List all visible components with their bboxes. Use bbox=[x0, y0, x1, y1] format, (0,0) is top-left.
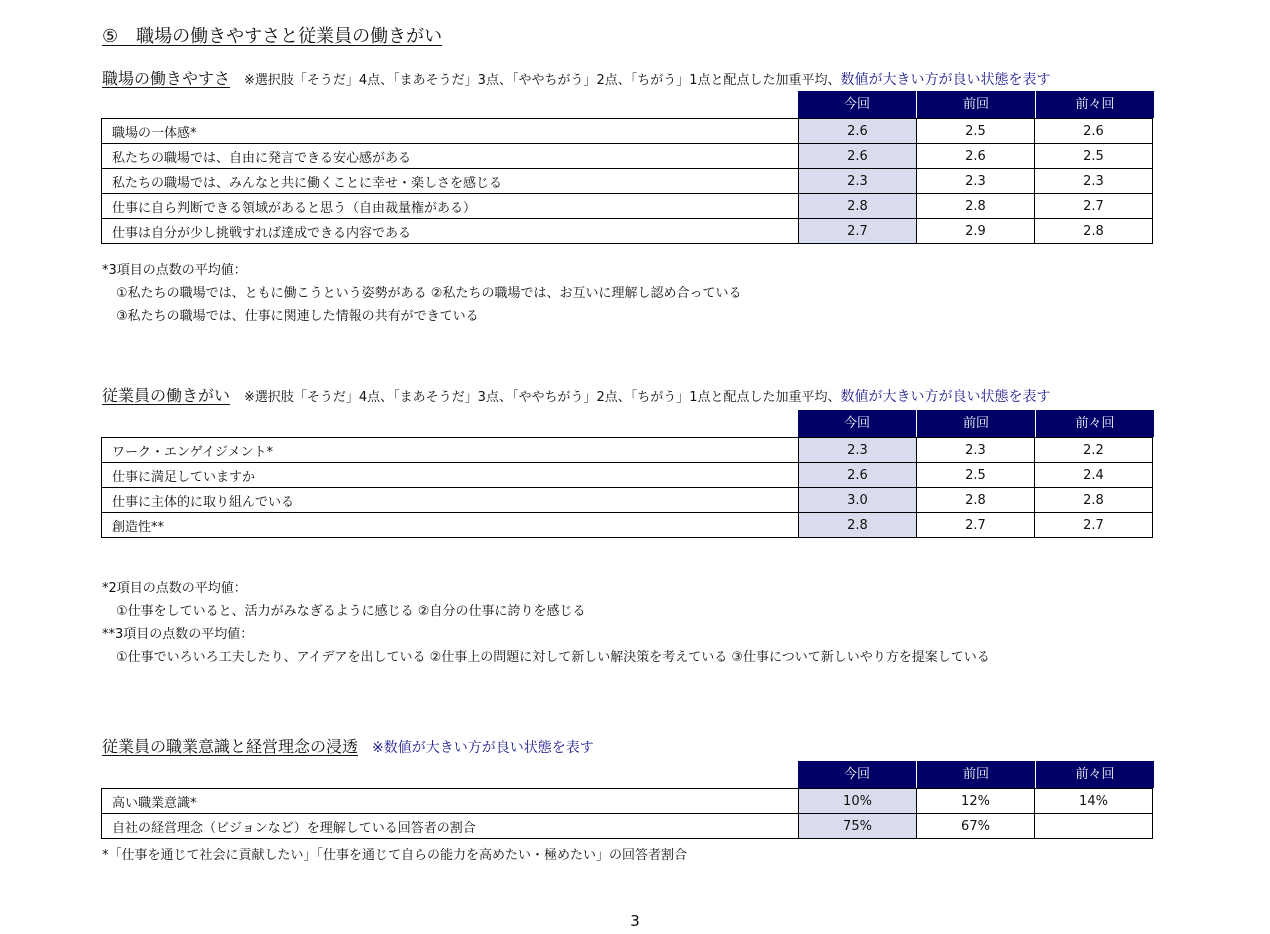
value-current: 10% bbox=[799, 789, 917, 814]
value-previous: 67% bbox=[917, 814, 1035, 839]
table-header bbox=[798, 761, 1154, 788]
footnote: *「仕事を通じて社会に貢献したい」「仕事を通じて自らの能力を高めたい・極めたい」の回答者割合 bbox=[102, 848, 688, 863]
row-label: 仕事は自分が少し挑戦すれば達成できる内容である bbox=[102, 219, 799, 244]
value-current: 2.8 bbox=[799, 194, 917, 219]
row-label: 仕事に満足していますか bbox=[102, 463, 799, 488]
value-before-previous: 2.7 bbox=[1035, 513, 1153, 538]
value-before-previous: 2.2 bbox=[1035, 438, 1153, 463]
table-row bbox=[102, 488, 1153, 513]
value-current: 2.6 bbox=[799, 119, 917, 144]
table-row bbox=[102, 789, 1153, 814]
value-previous: 2.6 bbox=[917, 144, 1035, 169]
workplace-comfort-table bbox=[101, 118, 1153, 244]
value-previous: 2.7 bbox=[917, 513, 1035, 538]
value-before-previous: 2.5 bbox=[1035, 144, 1153, 169]
value-current: 2.6 bbox=[799, 463, 917, 488]
col-header-before-previous: 前々回 bbox=[1035, 91, 1154, 118]
footnote: **3項目の点数の平均値： bbox=[102, 627, 254, 642]
employee-engagement-table bbox=[101, 437, 1153, 538]
table-row bbox=[102, 169, 1153, 194]
value-previous: 2.3 bbox=[917, 169, 1035, 194]
footnote: *3項目の点数の平均値： bbox=[102, 263, 247, 278]
section-heading-employee-engagement bbox=[102, 383, 1051, 406]
scoring-note-highlight: 数値が大きい方が良い状態を表す bbox=[840, 72, 1051, 88]
value-before-previous: 2.7 bbox=[1035, 194, 1153, 219]
col-header-before-previous: 前々回 bbox=[1035, 761, 1154, 788]
value-previous: 12% bbox=[917, 789, 1035, 814]
value-current: 2.7 bbox=[799, 219, 917, 244]
col-header-previous: 前回 bbox=[916, 91, 1035, 118]
table-row bbox=[102, 814, 1153, 839]
value-before-previous: 2.8 bbox=[1035, 219, 1153, 244]
section-title: 従業員の働きがい bbox=[102, 386, 231, 405]
value-previous: 2.8 bbox=[917, 488, 1035, 513]
row-label: 自社の経営理念（ビジョンなど）を理解している回答者の割合 bbox=[102, 814, 799, 839]
table-row bbox=[102, 463, 1153, 488]
value-current: 2.8 bbox=[799, 513, 917, 538]
scoring-note-highlight: ※数値が大きい方が良い状態を表す bbox=[372, 740, 594, 756]
value-previous: 2.9 bbox=[917, 219, 1035, 244]
value-current: 2.3 bbox=[799, 169, 917, 194]
col-header-previous: 前回 bbox=[916, 410, 1035, 437]
value-before-previous bbox=[1035, 814, 1153, 839]
table-row bbox=[102, 144, 1153, 169]
footnote: ①仕事でいろいろ工夫したり、アイデアを出している ②仕事上の問題に対して新しい解決策を考えている ③仕事について新しいやり方を提案している bbox=[116, 650, 990, 665]
section-heading-professional-awareness bbox=[102, 734, 594, 757]
professional-awareness-table bbox=[101, 788, 1153, 839]
footnote: *2項目の点数の平均値： bbox=[102, 581, 247, 596]
col-header-current: 今回 bbox=[843, 416, 870, 431]
row-label: 仕事に自ら判断できる領域があると思う（自由裁量権がある） bbox=[102, 194, 799, 219]
row-label: 職場の一体感* bbox=[102, 119, 799, 144]
section-title: 職場の働きやすさ bbox=[102, 69, 231, 88]
page-number: 3 bbox=[630, 912, 640, 930]
value-current: 75% bbox=[799, 814, 917, 839]
value-current: 2.6 bbox=[799, 144, 917, 169]
row-label: 創造性** bbox=[102, 513, 799, 538]
value-before-previous: 2.8 bbox=[1035, 488, 1153, 513]
table-row bbox=[102, 438, 1153, 463]
row-label: 高い職業意識* bbox=[102, 789, 799, 814]
row-label: ワーク・エンゲイジメント* bbox=[102, 438, 799, 463]
value-previous: 2.3 bbox=[917, 438, 1035, 463]
row-label: 私たちの職場では、自由に発言できる安心感がある bbox=[102, 144, 799, 169]
col-header-current: 今回 bbox=[843, 97, 870, 112]
value-before-previous: 2.4 bbox=[1035, 463, 1153, 488]
value-previous: 2.5 bbox=[917, 119, 1035, 144]
table-header bbox=[798, 410, 1154, 437]
value-before-previous: 14% bbox=[1035, 789, 1153, 814]
row-label: 私たちの職場では、みんなと共に働くことに幸せ・楽しさを感じる bbox=[102, 169, 799, 194]
scoring-note: ※選択肢「そうだ」4点、「まあそうだ」3点、「ややちがう」2点、「ちがう」1点と配点した加重平均、 bbox=[244, 390, 841, 405]
col-header-before-previous: 前々回 bbox=[1035, 410, 1154, 437]
footnote: ③私たちの職場では、仕事に関連した情報の共有ができている bbox=[116, 309, 479, 324]
scoring-note: ※選択肢「そうだ」4点、「まあそうだ」3点、「ややちがう」2点、「ちがう」1点と配点した加重平均、 bbox=[244, 73, 841, 88]
section-title: 従業員の職業意識と経営理念の浸透 bbox=[102, 737, 359, 756]
value-previous: 2.5 bbox=[917, 463, 1035, 488]
table-row bbox=[102, 219, 1153, 244]
scoring-note-highlight: 数値が大きい方が良い状態を表す bbox=[840, 389, 1051, 405]
section-heading-workplace-comfort bbox=[102, 66, 1051, 89]
page-title: ⑤ 職場の働きやすさと従業員の働きがい bbox=[102, 26, 443, 47]
footnote: ①私たちの職場では、ともに働こうという姿勢がある ②私たちの職場では、お互いに理解し認め合っている bbox=[116, 286, 742, 301]
col-header-previous: 前回 bbox=[916, 761, 1035, 788]
value-current: 3.0 bbox=[799, 488, 917, 513]
value-before-previous: 2.3 bbox=[1035, 169, 1153, 194]
table-row bbox=[102, 119, 1153, 144]
value-previous: 2.8 bbox=[917, 194, 1035, 219]
table-row bbox=[102, 194, 1153, 219]
col-header-current: 今回 bbox=[843, 767, 870, 782]
footnote: ①仕事をしていると、活力がみなぎるように感じる ②自分の仕事に誇りを感じる bbox=[116, 604, 586, 619]
value-current: 2.3 bbox=[799, 438, 917, 463]
table-row bbox=[102, 513, 1153, 538]
row-label: 仕事に主体的に取り組んでいる bbox=[102, 488, 799, 513]
table-header bbox=[798, 91, 1154, 118]
value-before-previous: 2.6 bbox=[1035, 119, 1153, 144]
